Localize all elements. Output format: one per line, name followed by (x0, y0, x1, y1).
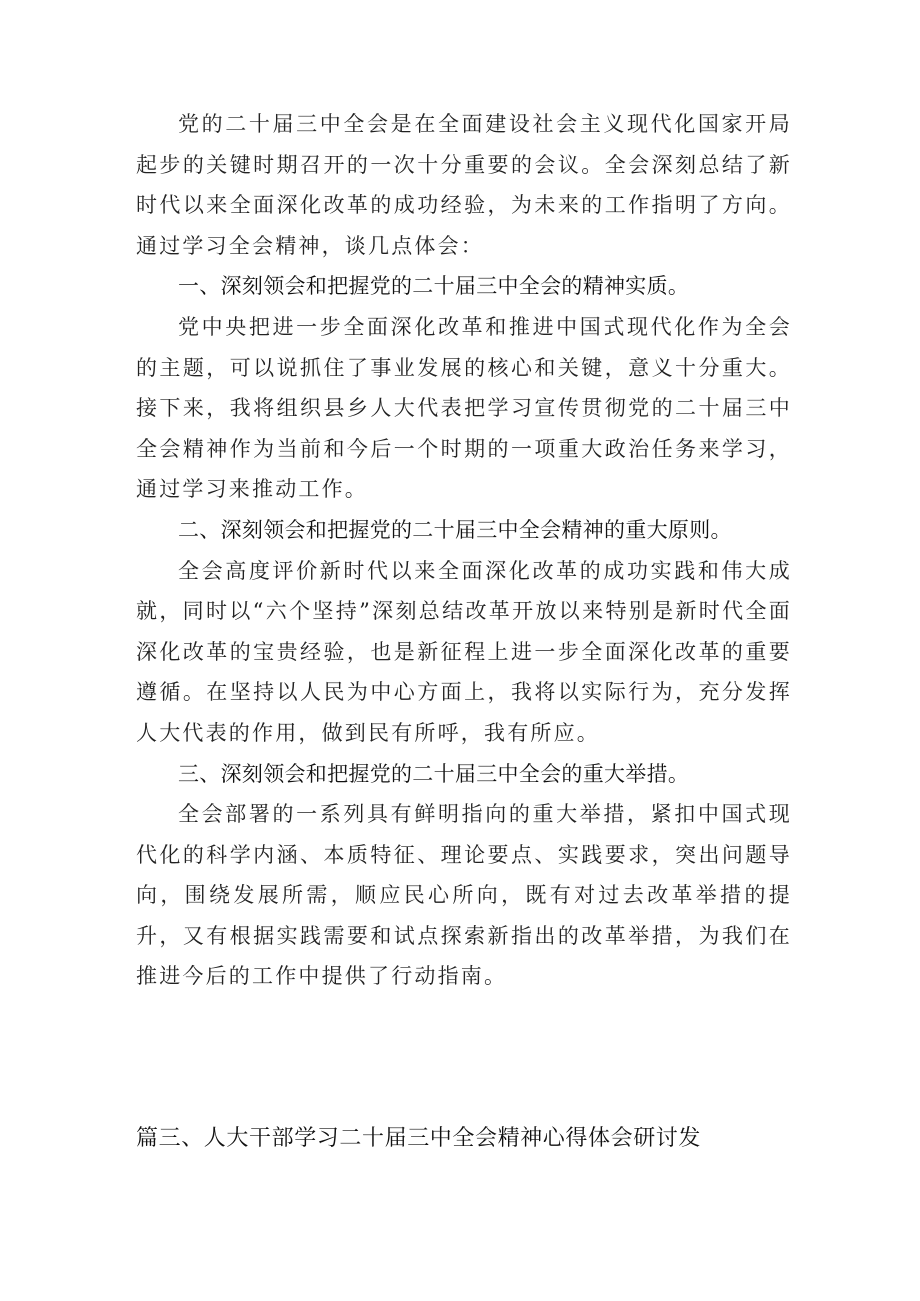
section-paragraph-1: 党中央把进一步全面深化改革和推进中国式现代化作为全会的主题，可以说抓住了事业发展的核心和关键，意义十分重大。接下来，我将组织县乡人大代表把学习宣传贯彻党的二十届三中全会精神作为当前和今后一个时期的一项重大政治任务来学习，通过学习来推动工作。 (136, 314, 792, 502)
section-paragraph-2: 全会高度评价新时代以来全面深化改革的成功实践和伟大成就，同时以“六个坚持”深刻总结改革开放以来特别是新时代全面深化改革的宝贵经验，也是新征程上进一步全面深化改革的重要遵循。在坚持以人民为中心方面上，我将以实际行为，充分发挥人大代表的作用，做到民有所呼，我有所应。 (136, 558, 792, 745)
section-heading-1: 一、深刻领会和把握党的二十届三中全会的精神实质。 (178, 274, 690, 299)
next-part-title: 篇三、人大干部学习二十届三中全会精神心得体会研讨发 (136, 1126, 702, 1151)
intro-paragraph: 党的二十届三中全会是在全面建设社会主义现代化国家开局起步的关键时期召开的一次十分重要的会议。全会深刻总结了新时代以来全面深化改革的成功经验，为未来的工作指明了方向。通过学习全会精神，谈几点体会： (136, 112, 792, 258)
document-body (136, 104, 792, 997)
section-heading-3: 三、深刻领会和把握党的二十届三中全会的重大举措。 (178, 761, 690, 786)
section-heading-2: 二、深刻领会和把握党的二十届三中全会精神的重大原则。 (178, 517, 732, 542)
section-paragraph-3: 全会部署的一系列具有鲜明指向的重大举措，紧扣中国式现代化的科学内涵、本质特征、理论要点、实践要求，突出问题导向，围绕发展所需，顺应民心所向，既有对过去改革举措的提升，又有根据实践需要和试点探索新指出的改革举措，为我们在推进今后的工作中提供了行动指南。 (136, 802, 792, 989)
